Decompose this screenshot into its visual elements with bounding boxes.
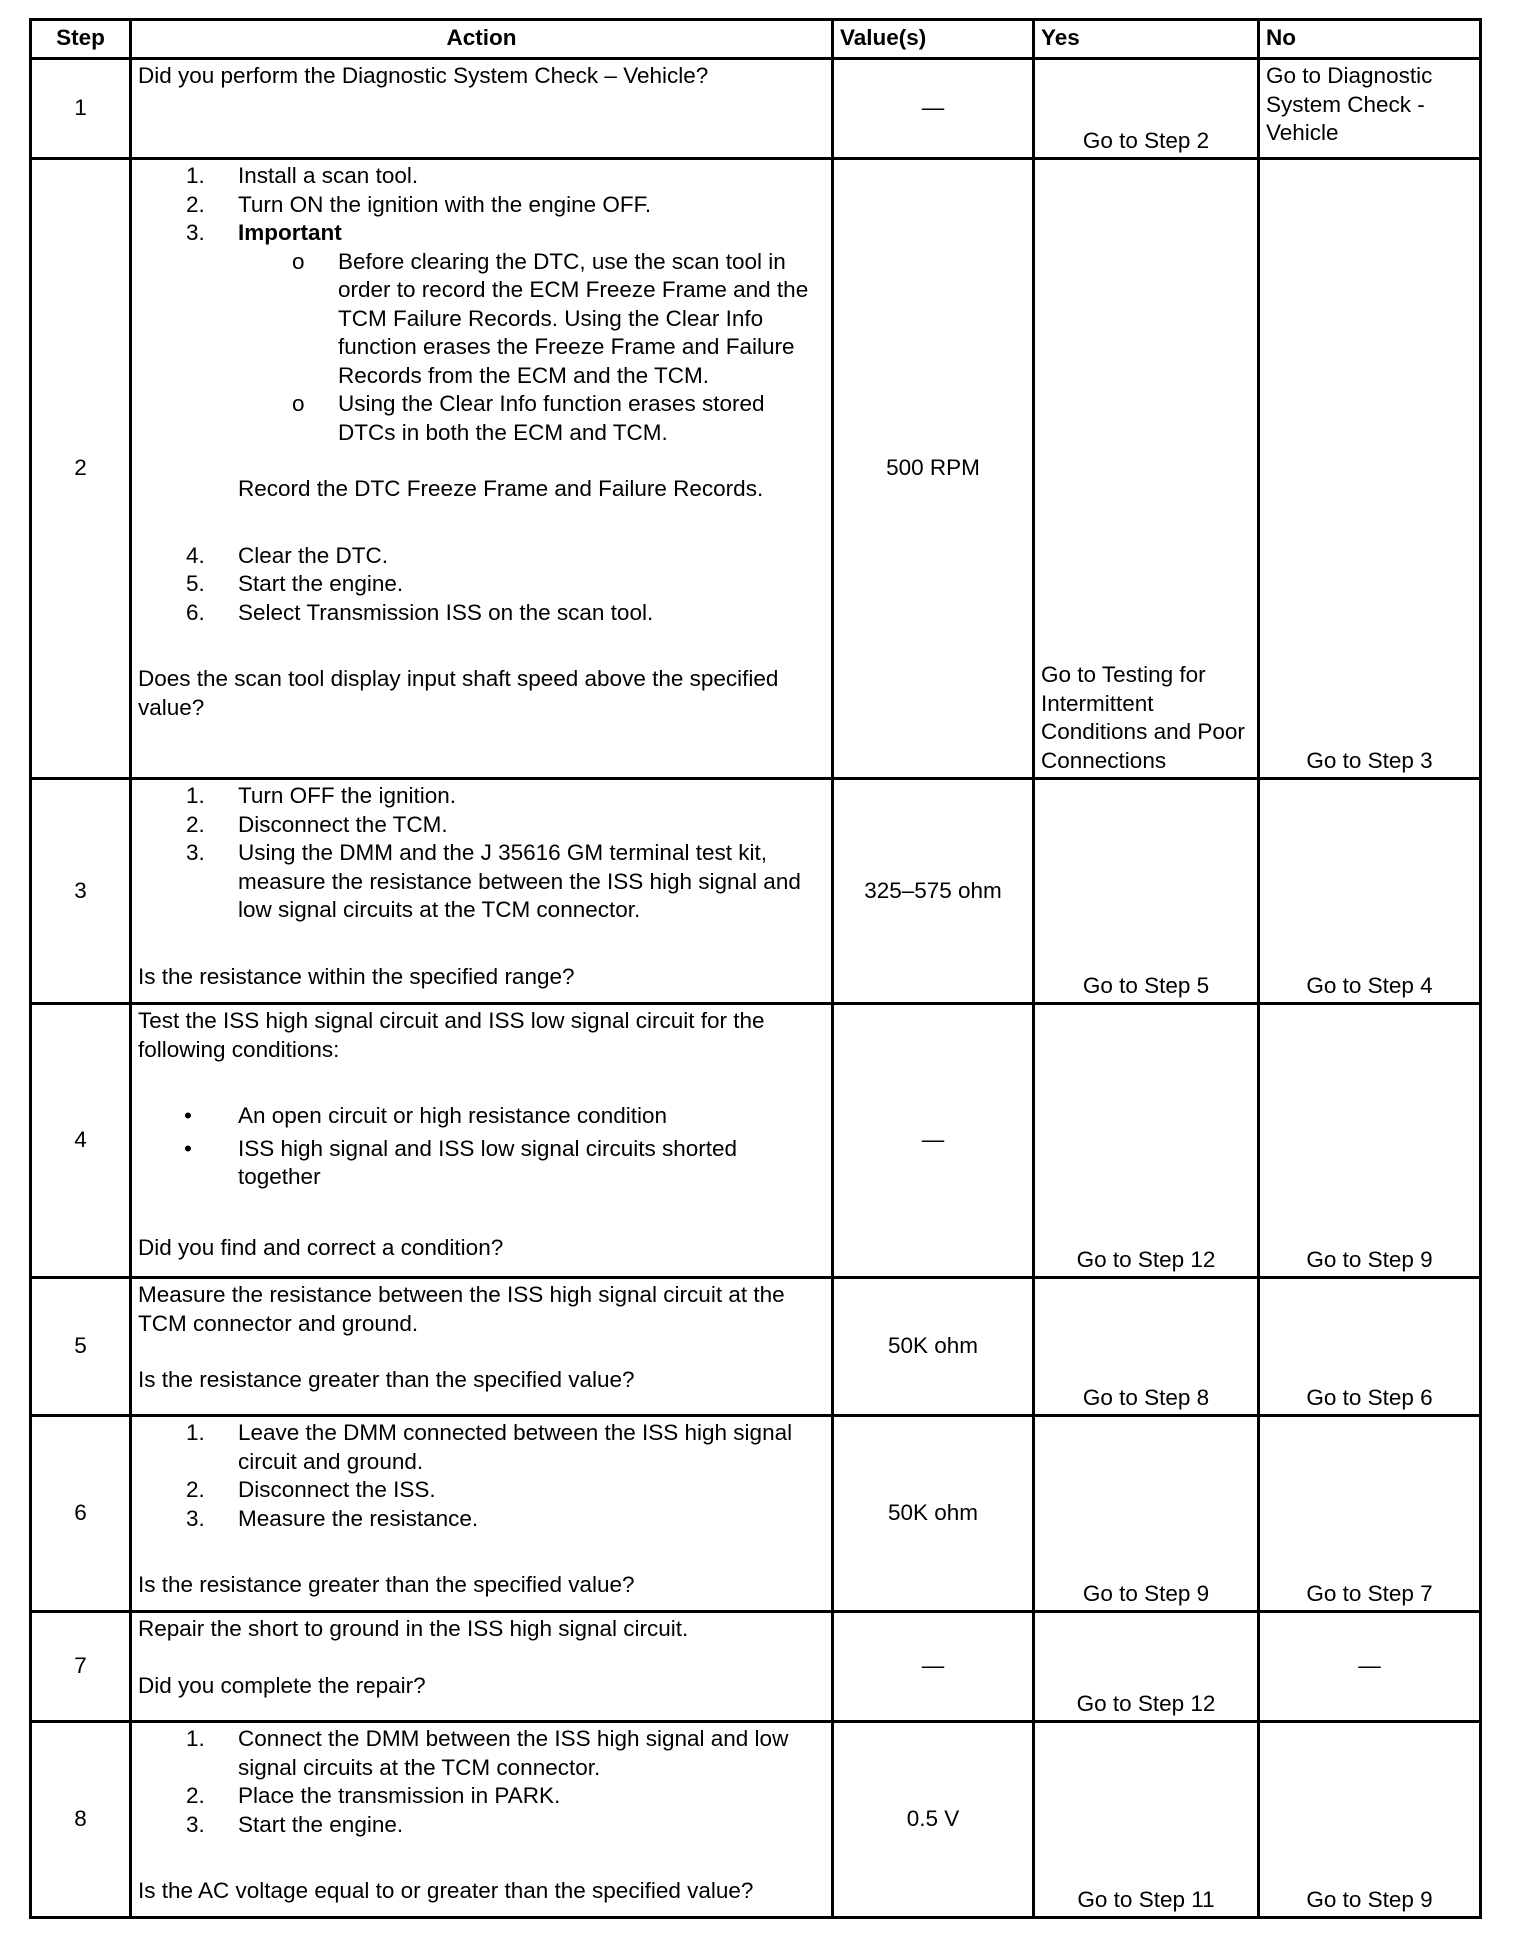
list-text: Before clearing the DTC, use the scan tool in order to record the ECM Freeze Frame and the TCM Failure Records. Using the Clear Info function erases the Freeze Frame and Failure Records from the ECM and the TCM. (338, 248, 809, 388)
list-item (138, 191, 825, 220)
list-text: Disconnect the TCM. (238, 811, 448, 837)
list-text: An open circuit or high resistance condition (238, 1103, 667, 1128)
no-cell: Go to Step 6 (1259, 1278, 1481, 1416)
table-row (31, 1278, 1481, 1416)
list-item (138, 219, 825, 248)
list-number: 2. (186, 1783, 205, 1808)
list-item (138, 1476, 825, 1505)
list-text: Select Transmission ISS on the scan tool. (238, 599, 654, 625)
value-cell: 500 RPM (833, 159, 1034, 779)
list-text: Clear the DTC. (238, 542, 389, 568)
list-text: Turn OFF the ignition. (238, 783, 457, 808)
table-row (31, 1612, 1481, 1722)
list-item (138, 1811, 825, 1840)
step-number: 1 (31, 59, 131, 159)
table-row (31, 779, 1481, 1004)
yes-cell: Go to Step 8 (1034, 1278, 1259, 1416)
list-text: Using the Clear Info function erases stored DTCs in both the ECM and TCM. (338, 391, 765, 445)
question-text: Does the scan tool display input shaft speed above the specified value? (138, 666, 779, 720)
value-cell: 50K ohm (833, 1278, 1034, 1416)
list-text: Using the DMM and the J 35616 GM terminal test kit, measure the resistance between the ISS high signal and low signal circuits at the TCM connector. (238, 840, 801, 922)
yes-cell: Go to Step 11 (1034, 1722, 1259, 1918)
value-cell: 50K ohm (833, 1416, 1034, 1612)
intro-text: Measure the resistance between the ISS high signal circuit at the TCM connector and ground. (138, 1282, 785, 1336)
value-cell: 0.5 V (833, 1722, 1034, 1918)
value-cell: — (833, 1004, 1034, 1278)
list-text: Start the engine. (238, 1811, 404, 1837)
list-number: 2. (186, 1477, 205, 1502)
yes-cell: Go to Step 9 (1034, 1416, 1259, 1612)
action-cell (131, 1612, 833, 1722)
yes-cell: Go to Step 12 (1034, 1612, 1259, 1722)
list-item (138, 1782, 825, 1811)
list-number: 1. (186, 163, 205, 188)
step-number: 8 (31, 1722, 131, 1918)
list-number: 1. (186, 783, 205, 808)
list-text: Start the engine. (238, 571, 404, 596)
question-text: Is the resistance within the specified range? (138, 963, 575, 989)
action-cell (131, 1722, 833, 1918)
list-text: Connect the DMM between the ISS high signal and low signal circuits at the TCM connector. (238, 1726, 789, 1780)
header-values: Value(s) (833, 20, 1034, 59)
intro-text: Repair the short to ground in the ISS high signal circuit. (138, 1616, 689, 1641)
step-number: 2 (31, 159, 131, 779)
list-text: Install a scan tool. (238, 163, 419, 188)
list-item (138, 162, 825, 191)
action-text: Did you perform the Diagnostic System Check – Vehicle? (138, 63, 709, 88)
sub-list-item (138, 390, 825, 447)
no-cell: — (1259, 1612, 1481, 1722)
list-text: Measure the resistance. (238, 1505, 479, 1531)
step-number: 4 (31, 1004, 131, 1278)
record-note: Record the DTC Freeze Frame and Failure Records. (238, 476, 764, 501)
question-text: Is the AC voltage equal to or greater than the specified value? (138, 1878, 754, 1903)
header-yes: Yes (1034, 20, 1259, 59)
list-number: 3. (186, 1505, 205, 1531)
sub-list-item (138, 248, 825, 391)
table-row (31, 1004, 1481, 1278)
list-item (138, 811, 825, 840)
list-number: 3. (186, 220, 205, 245)
action-cell (131, 1004, 833, 1278)
list-item (138, 570, 825, 599)
diagnostic-table (29, 18, 1482, 1919)
no-cell: Go to Step 9 (1259, 1004, 1481, 1278)
step-number: 6 (31, 1416, 131, 1612)
list-text: Place the transmission in PARK. (238, 1783, 561, 1808)
list-number: 1. (186, 1726, 205, 1751)
important-label: Important (238, 220, 342, 245)
bullet: • (184, 1103, 192, 1128)
list-item (138, 839, 825, 925)
list-item (138, 542, 825, 571)
no-cell: Go to Step 4 (1259, 779, 1481, 1004)
step-number: 7 (31, 1612, 131, 1722)
list-number: 6. (186, 599, 205, 625)
list-item (138, 1725, 825, 1782)
list-number: 4. (186, 542, 205, 568)
yes-cell: Go to Step 5 (1034, 779, 1259, 1004)
intro-text: Test the ISS high signal circuit and ISS low signal circuit for the following conditions: (138, 1008, 765, 1062)
action-cell (131, 1416, 833, 1612)
list-number: 3. (186, 840, 205, 865)
list-item (138, 782, 825, 811)
list-number: 5. (186, 571, 205, 596)
action-cell (131, 1278, 833, 1416)
list-item (138, 599, 825, 628)
no-cell: Go to Step 9 (1259, 1722, 1481, 1918)
list-item (138, 1419, 825, 1476)
no-cell: Go to Step 7 (1259, 1416, 1481, 1612)
action-cell (131, 159, 833, 779)
bullet: o (292, 248, 305, 274)
list-text: Leave the DMM connected between the ISS high signal circuit and ground. (238, 1420, 793, 1474)
step-number: 3 (31, 779, 131, 1004)
question-text: Did you find and correct a condition? (138, 1234, 504, 1260)
list-text: Turn ON the ignition with the engine OFF. (238, 191, 652, 217)
value-cell: — (833, 59, 1034, 159)
header-action: Action (131, 20, 833, 59)
table-row (31, 1722, 1481, 1918)
bullet: o (292, 391, 305, 416)
question-text: Is the resistance greater than the specified value? (138, 1367, 635, 1392)
list-number: 2. (186, 811, 205, 837)
list-item (138, 1505, 825, 1534)
list-text: ISS high signal and ISS low signal circuits shorted together (238, 1135, 738, 1189)
bullet-item (138, 1102, 825, 1131)
question-text: Is the resistance greater than the specified value? (138, 1572, 635, 1597)
list-number: 2. (186, 191, 205, 217)
value-cell: — (833, 1612, 1034, 1722)
bullet-item (138, 1135, 825, 1192)
header-row (31, 20, 1481, 59)
table-row (31, 1416, 1481, 1612)
no-cell: Go to Step 3 (1259, 159, 1481, 779)
yes-cell: Go to Step 12 (1034, 1004, 1259, 1278)
action-cell (131, 59, 833, 159)
list-text: Disconnect the ISS. (238, 1477, 436, 1502)
table-row (31, 159, 1481, 779)
value-cell: 325–575 ohm (833, 779, 1034, 1004)
action-cell (131, 779, 833, 1004)
list-number: 1. (186, 1420, 205, 1445)
yes-cell: Go to Step 2 (1034, 59, 1259, 159)
question-text: Did you complete the repair? (138, 1672, 426, 1698)
bullet: • (184, 1135, 192, 1161)
yes-cell: Go to Testing for Intermittent Conditions and Poor Connections (1034, 159, 1259, 779)
header-no: No (1259, 20, 1481, 59)
list-number: 3. (186, 1811, 205, 1837)
table-row (31, 59, 1481, 159)
no-cell: Go to Diagnostic System Check - Vehicle (1259, 59, 1481, 159)
step-number: 5 (31, 1278, 131, 1416)
header-step: Step (31, 20, 131, 59)
